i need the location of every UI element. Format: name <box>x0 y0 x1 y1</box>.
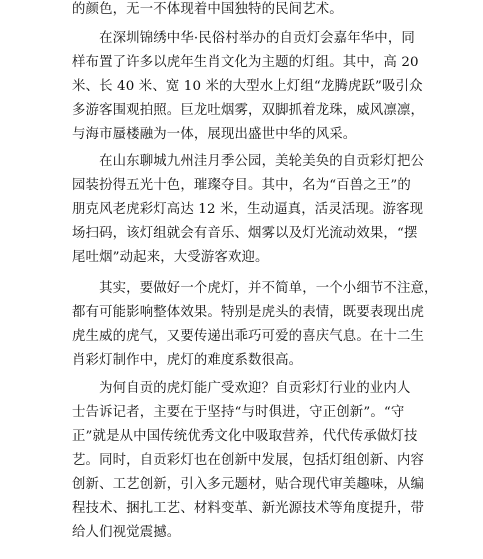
text-line: 在深圳锦绣中华·民俗村举办的自贡灯会嘉年华中，同 <box>72 31 415 46</box>
paragraph-2 <box>72 27 425 147</box>
text-line: 正”就是从中国传统优秀文化中吸取营养，代代传承做灯技 <box>72 429 418 444</box>
text-line: 创新、工艺创新，引入多元题材，贴合现代审美趣味，从编 <box>72 477 425 492</box>
text-line: 样布置了许多以虎年生肖文化为主题的灯组。其中，高 20 <box>72 55 419 70</box>
text-line: 场扫码，该灯组就会有音乐、烟雾以及灯光流动效果，“摆 <box>72 226 418 241</box>
text-line: 都有可能影响整体效果。特别是虎头的表情，既要表现出虎 <box>72 305 425 320</box>
text-line: 米、长 40 米、宽 10 米的大型水上灯组“龙腾虎跃”吸引众 <box>72 79 423 94</box>
text-line: 其实，要做好一个虎灯，并不简单，一个小细节不注意， <box>72 281 438 296</box>
text-line: 肖彩灯制作中，虎灯的难度系数很高。 <box>72 353 303 368</box>
text-line: 的颜色，无一不体现着中国独特的民间艺术。 <box>72 2 343 17</box>
text-line: 士告诉记者，主要在于坚持“与时俱进，守正创新”。“守 <box>72 405 405 420</box>
text-line: 与海市蜃楼融为一体，展现出盛世中华的风采。 <box>72 127 357 142</box>
text-line: 虎生威的虎气，又要传递出乖巧可爱的喜庆气息。在十二生 <box>72 329 425 344</box>
text-line: 艺。同时，自贡彩灯也在创新中发展，包括灯组创新、内容 <box>72 453 425 468</box>
paragraph-1 <box>72 0 416 22</box>
text-line: 尾吐烟”动起来，大受游客欢迎。 <box>72 250 269 265</box>
text-line: 园装扮得五光十色，璀璨夺目。其中，名为“百兽之王”的 <box>72 178 411 193</box>
paragraph-4 <box>72 277 438 373</box>
text-line: 为何自贡的虎灯能广受欢迎？自贡彩灯行业的业内人 <box>72 381 411 396</box>
text-line: 多游客围观拍照。巨龙吐烟雾，双脚抓着龙珠，威风凛凛， <box>72 103 425 118</box>
paragraph-5 <box>72 377 425 545</box>
text-line: 在山东聊城九州洼月季公园，美轮美奂的自贡彩灯把公 <box>72 154 425 169</box>
text-line: 程技术、捆扎工艺、材料变革、新光源技术等角度提升，带 <box>72 501 425 516</box>
paragraph-3 <box>72 150 425 270</box>
text-line: 给人们视觉震撼。 <box>72 525 181 540</box>
text-line: 朋克风老虎彩灯高达 12 米，生动逼真，活灵活现。游客现 <box>72 202 424 217</box>
